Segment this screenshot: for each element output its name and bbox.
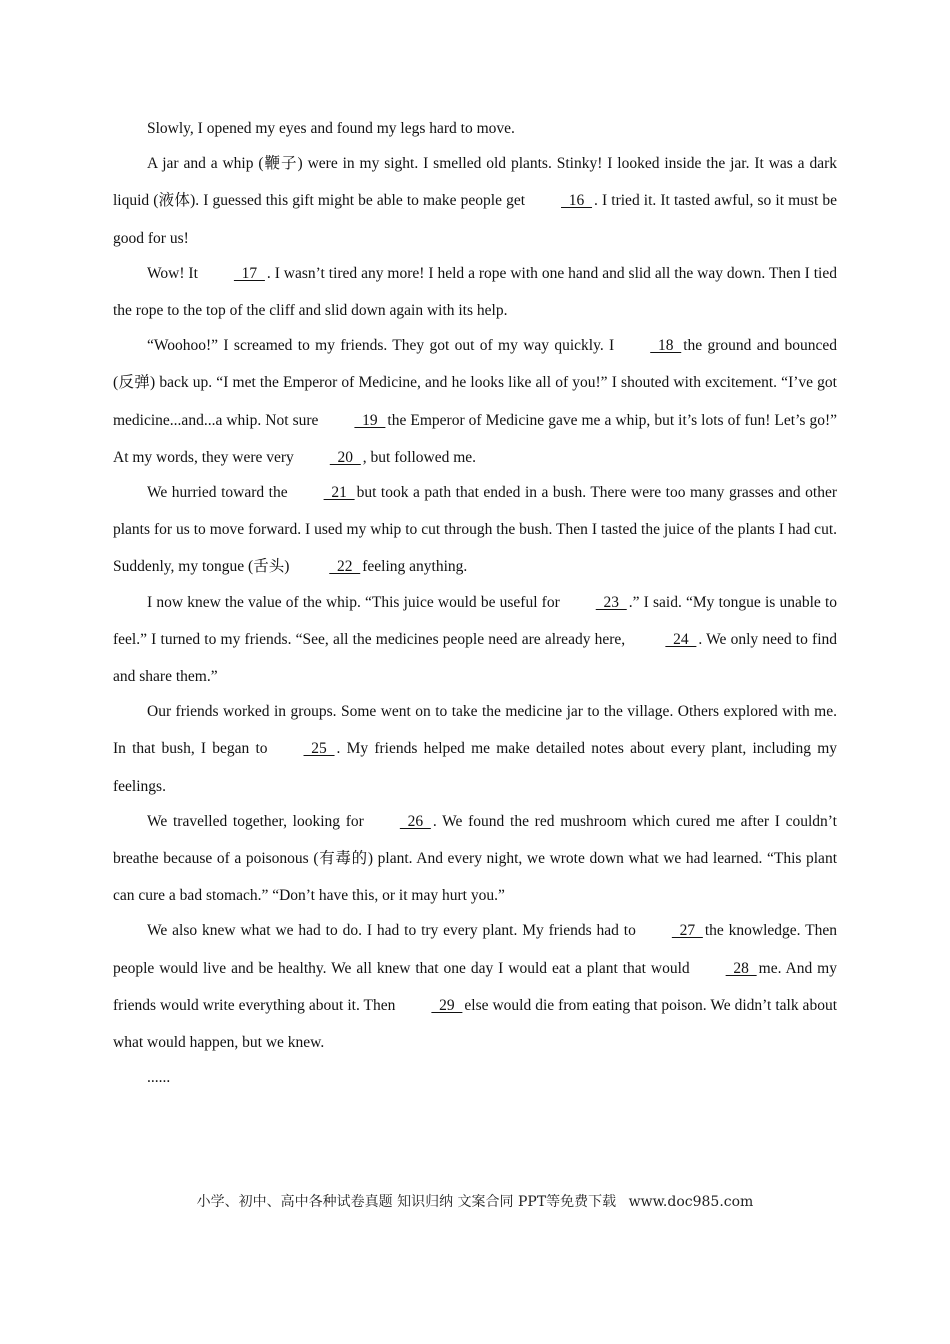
text-segment: We hurried toward the [147,484,288,502]
paragraph [113,912,837,1061]
text-segment: We travelled together, looking for [147,812,364,830]
blank-28[interactable]: 28 [725,959,757,977]
paragraph [113,327,837,476]
text-segment: .” I said. “My tongue is unable to feel.” I turned to my friends. “See, all the medicines people need are already here, [113,593,837,648]
blank-20[interactable]: 20 [329,448,361,466]
text-segment: A jar and a whip (鞭子) were in my sight. I smelled old plants. Stinky! I looked inside the jar. It was a dark liquid (液体). I guessed this gift might be able to make people get [113,155,837,210]
text-segment: We also knew what we had to do. I had to try every plant. My friends had to [147,922,636,940]
text-segment: the knowledge. Then people would live and be healthy. We all knew that one day I would eat a plant that would [113,922,838,977]
text-segment: I now knew the value of the whip. “This juice would be useful for [147,593,560,611]
text-segment: but took a path that ended in a bush. There were too many grasses and other plants for us to move forward. I used my whip to cut through the bush. Then I tasted the juice of the plants I had cut. Suddenly, my tongue (舌头) [113,484,837,576]
text-segment: . I tried it. It tasted awful, so it must be good for us! [113,192,838,247]
paragraph [113,255,837,329]
passage [113,110,837,1096]
paragraph [113,584,837,696]
blank-18[interactable]: 18 [650,337,682,355]
paragraph [113,693,837,805]
blank-25[interactable]: 25 [303,740,335,758]
text-segment: . We only need to find and share them.” [113,630,838,686]
blank-16[interactable]: 16 [561,192,593,210]
text-segment: me. And my friends would write everything about it. Then [113,959,837,1014]
text-segment: the ground and bounced (反弹) back up. “I met the Emperor of Medicine, and he looks like all of you!” I shouted with excitement. “I’ve got medicine...and...a whip. Not sure [113,337,837,429]
text-segment: . I wasn’t tired any more! I held a rope with one hand and slid all the way down. Then I tied the rope to the top of the cliff and slid down again with its help. [113,264,837,320]
paragraph [113,110,837,147]
blank-26[interactable]: 26 [399,812,431,830]
paragraph [113,803,837,915]
ellipsis: ...... [147,1069,171,1087]
blank-21[interactable]: 21 [323,484,355,502]
text-segment: feeling anything. [362,558,468,576]
footer-text: 小学、初中、高中各种试卷真题 知识归纳 文案合同 PPT等免费下载 [196,1194,617,1210]
blank-19[interactable]: 19 [354,411,386,429]
text-segment: else would die from eating that poison. We didn’t talk about what would happen, but we knew. [113,996,837,1052]
paragraph [113,474,837,586]
paragraph [113,145,837,257]
text-segment: Slowly, I opened my eyes and found my legs hard to move. [147,120,515,137]
blank-29[interactable]: 29 [431,996,463,1014]
text-segment: , but followed me. [362,448,477,466]
footer [0,1191,950,1211]
blank-23[interactable]: 23 [595,593,627,611]
blank-24[interactable]: 24 [665,630,697,648]
text-segment: . We found the red mushroom which cured me after I couldn’t breathe because of a poisonous (有毒的) plant. And every night, we wrote down what we had learned. “This plant can cure a bad stomach.” “Don’t have this, or it may hurt you.” [113,812,837,905]
text-segment: . My friends helped me make detailed notes about every plant, including my feelings. [113,740,838,795]
text-segment: Wow! It [147,264,198,282]
text-segment: “Woohoo!” I screamed to my friends. They got out of my way quickly. I [147,337,615,355]
blank-17[interactable]: 17 [233,264,265,282]
blank-22[interactable]: 22 [329,558,361,576]
blank-27[interactable]: 27 [671,922,703,940]
footer-url[interactable]: www.doc985.com [628,1194,754,1210]
text-segment: Our friends worked in groups. Some went on to take the medicine jar to the village. Others explored with me. In that bush, I began to [113,703,837,758]
text-segment: the Emperor of Medicine gave me a whip, but it’s lots of fun! Let’s go!” At my words, they were very [113,411,838,466]
